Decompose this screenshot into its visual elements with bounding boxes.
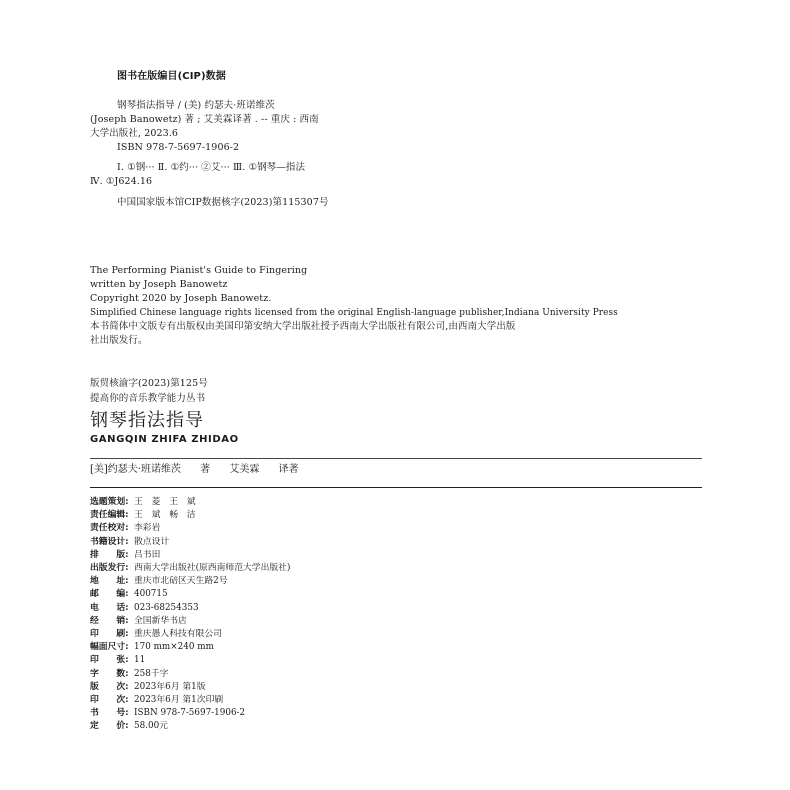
credit-value: 400715: [134, 589, 168, 600]
translator-role: 译著: [278, 464, 299, 475]
credit-value: 重庆市北碚区天生路2号: [134, 576, 228, 587]
credit-label: 字 数:: [90, 668, 129, 679]
credit-label: 印 次:: [90, 695, 129, 706]
credit-row: [90, 681, 290, 694]
credit-value: 170 mm×240 mm: [134, 642, 214, 653]
author-name: [美]约瑟夫·班诺维茨: [90, 464, 181, 475]
translator-name: 艾美霖: [229, 464, 260, 475]
credit-row: [90, 641, 290, 654]
credit-value: 全国新华书店: [134, 615, 187, 626]
credit-row: [90, 694, 290, 707]
credit-label: 印 刷:: [90, 629, 129, 640]
series-name: 提高你的音乐教学能力丛书: [90, 393, 206, 404]
credit-value: 023-68254353: [134, 602, 199, 613]
credit-label: 选题策划:: [90, 497, 129, 507]
credit-value: 吕书田: [134, 549, 161, 560]
credit-row: [90, 668, 290, 681]
credit-label: 电 话:: [90, 602, 129, 613]
cip-entry-line-2: (Joseph Banowetz) 著 ; 艾美霖译著 . -- 重庆 : 西南: [90, 114, 319, 125]
credit-label: 排 版:: [90, 549, 129, 560]
cip-heading: 图书在版编目(CIP)数据: [117, 71, 226, 82]
credit-row: [90, 509, 290, 522]
credit-label: 邮 编:: [90, 589, 129, 600]
credit-value: 2023年6月 第1次印刷: [134, 695, 224, 706]
credit-label: 书 号:: [90, 708, 129, 719]
credit-row: [90, 602, 290, 615]
divider-bottom: [90, 487, 702, 488]
author-line: [90, 463, 315, 476]
credit-label: 地 址:: [90, 576, 129, 587]
credit-value: 2023年6月 第1版: [134, 681, 206, 692]
credit-value: 散点设计: [134, 536, 170, 547]
credit-row: [90, 522, 290, 535]
credit-label: 责任校对:: [90, 523, 129, 534]
credit-label: 书籍设计:: [90, 536, 129, 547]
credit-label: 出版发行:: [90, 563, 129, 574]
author-role: 著: [200, 464, 211, 475]
credit-row: [90, 536, 290, 549]
credit-value: 西南大学出版社(原西南师范大学出版社): [134, 563, 291, 574]
license-notice: Simplified Chinese language rights licensed from the original English-language publisher,Indiana University Press: [90, 308, 618, 318]
credit-row: [90, 615, 290, 628]
credit-row: [90, 549, 290, 562]
cip-entry-line-1: 钢琴指法指导 / (美) 约瑟夫·班诺维茨: [117, 100, 275, 111]
credit-value: 重庆愚人科技有限公司: [134, 629, 222, 640]
credit-value: 11: [134, 655, 146, 666]
credit-value: 258千字: [134, 668, 169, 679]
credit-row: [90, 588, 290, 601]
credit-row: [90, 575, 290, 588]
credit-value: 王 菱 王 斌: [134, 497, 196, 507]
credit-label: 印 张:: [90, 655, 129, 666]
credit-row: [90, 654, 290, 667]
cip-subjects-line-1: Ⅰ. ①钢··· Ⅱ. ①约··· ②艾··· Ⅲ. ①钢琴—指法: [117, 162, 306, 173]
credit-row: [90, 720, 290, 733]
credit-label: 责任编辑:: [90, 510, 129, 521]
license-notice-chinese-cont: 社出版发行。: [90, 335, 148, 346]
credit-label: 经 销:: [90, 615, 129, 626]
cip-record-number: 中国国家版本馆CIP数据核字(2023)第115307号: [117, 197, 329, 208]
cip-isbn: ISBN 978-7-5697-1906-2: [117, 142, 240, 153]
book-title: 钢琴指法指导: [90, 410, 204, 431]
credit-label: 幅面尺寸:: [90, 642, 129, 653]
copyright-notice: Copyright 2020 by Joseph Banowetz.: [90, 293, 272, 304]
credits-list: [90, 496, 290, 734]
copyright-permit: 版贸核渝字(2023)第125号: [90, 378, 208, 389]
credit-row: [90, 562, 290, 575]
license-notice-chinese: 本书简体中文版专有出版权由美国印第安纳大学出版社授予西南大学出版社有限公司,由西南大学出版: [90, 321, 516, 332]
cip-entry-line-3: 大学出版社, 2023.6: [90, 128, 179, 139]
credit-label: 版 次:: [90, 681, 129, 692]
credit-row: [90, 628, 290, 641]
credit-value: 58.00元: [134, 721, 168, 732]
cip-subjects-line-2: Ⅳ. ①J624.16: [90, 176, 153, 187]
divider-top: [90, 458, 702, 459]
credit-value: ISBN 978-7-5697-1906-2: [134, 708, 246, 719]
credit-row: [90, 707, 290, 720]
credit-value: 王 斌 畅 洁: [134, 510, 196, 521]
original-title: The Performing Pianist's Guide to Fingering: [90, 265, 308, 276]
book-title-pinyin: GANGQIN ZHIFA ZHIDAO: [90, 434, 239, 445]
credit-row: [90, 496, 290, 509]
credit-value: 李彩岩: [134, 523, 161, 534]
original-author: written by Joseph Banowetz: [90, 279, 228, 290]
credit-label: 定 价:: [90, 721, 129, 732]
